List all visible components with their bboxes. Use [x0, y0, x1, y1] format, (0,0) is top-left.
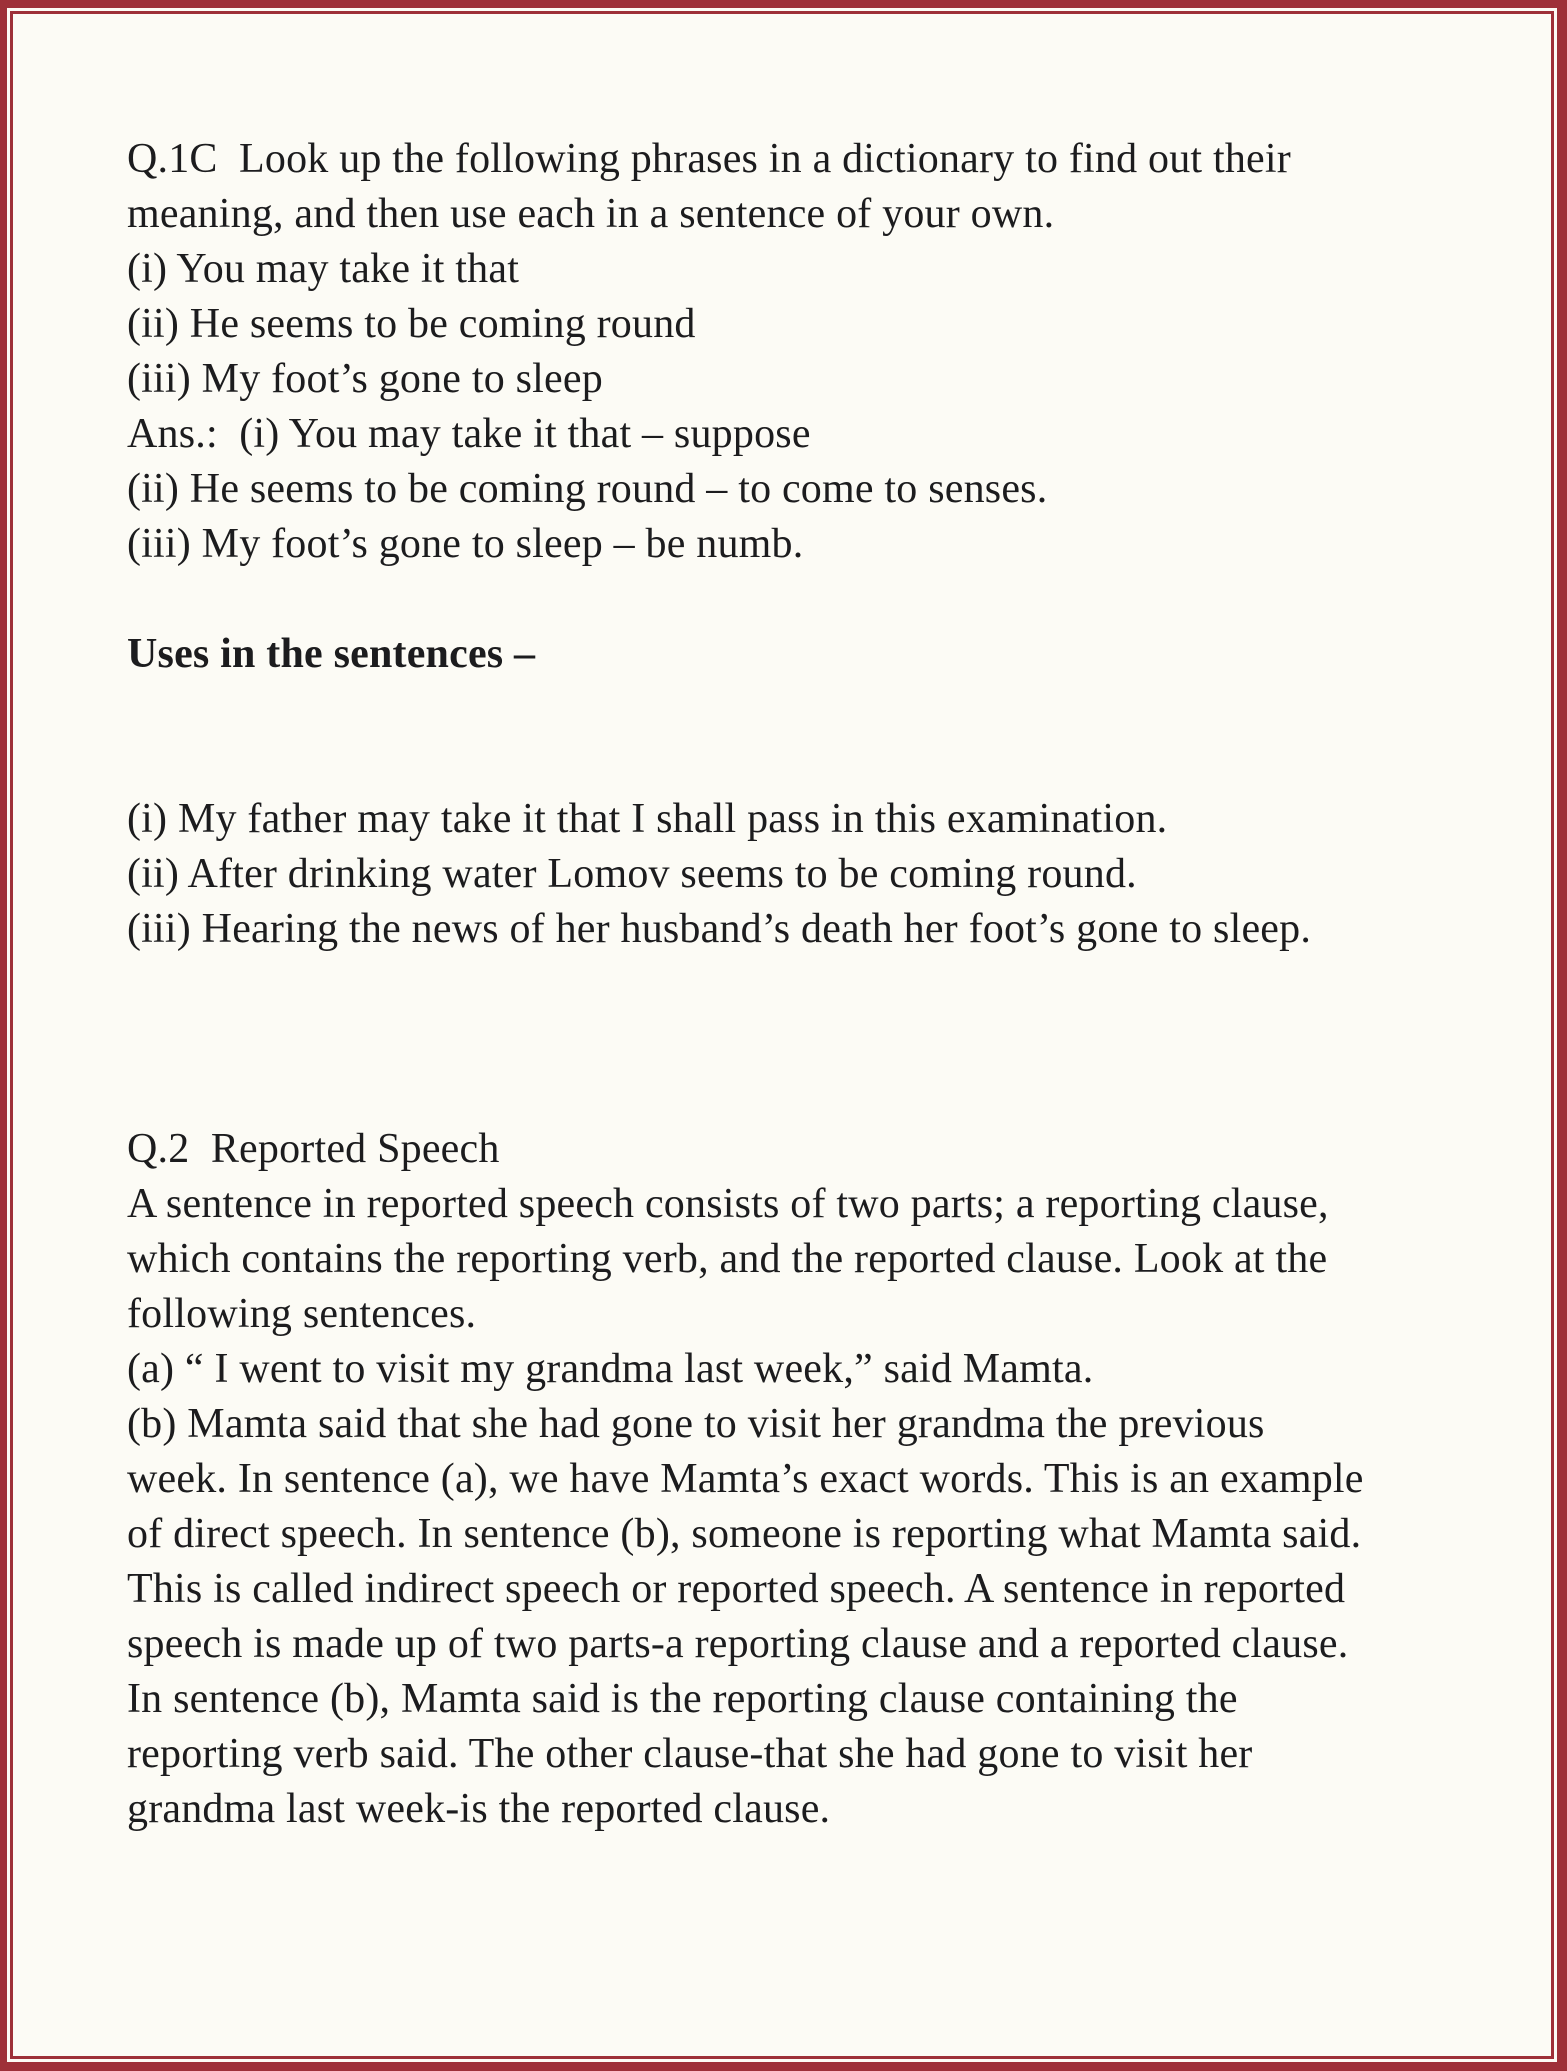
text-line: meaning, and then use each in a sentence of your own.: [127, 191, 1055, 237]
text-line: reporting verb said. The other clause-that she had gone to visit her: [127, 1731, 1253, 1777]
text-line: of direct speech. In sentence (b), someone is reporting what Mamta said.: [127, 1511, 1362, 1557]
text-line: (a) “ I went to visit my grandma last week,” said Mamta.: [127, 1346, 1094, 1392]
text-line: (ii) He seems to be coming round: [127, 301, 696, 347]
exercise-q1c: [127, 132, 1527, 572]
text-line: (i) You may take it that: [127, 246, 520, 292]
text-line: (iii) My foot’s gone to sleep – be numb.: [127, 521, 804, 567]
text-line: In sentence (b), Mamta said is the reporting clause containing the: [127, 1676, 1238, 1722]
text-line: week. In sentence (a), we have Mamta’s exact words. This is an example: [127, 1456, 1364, 1502]
text-line: Q.2 Reported Speech: [127, 1126, 500, 1172]
text-line: Q.1C Look up the following phrases in a dictionary to find out their: [127, 136, 1291, 182]
text-line: Ans.: (i) You may take it that – suppose: [127, 411, 811, 457]
text-line: grandma last week-is the reported clause.: [127, 1786, 831, 1832]
text-line: speech is made up of two parts-a reporting clause and a reported clause.: [127, 1621, 1349, 1667]
text-line: (ii) After drinking water Lomov seems to be coming round.: [127, 851, 1137, 897]
text-line: which contains the reporting verb, and the reported clause. Look at the: [127, 1236, 1328, 1282]
text-line: (iii) Hearing the news of her husband’s death her foot’s gone to sleep.: [127, 906, 1312, 952]
text-line: following sentences.: [127, 1291, 477, 1337]
text-line: (ii) He seems to be coming round – to come to senses.: [127, 466, 1048, 512]
text-line: (i) My father may take it that I shall pass in this examination.: [127, 796, 1168, 842]
exercise-q2-reported-speech: [127, 1122, 1527, 1837]
uses-section-heading: [127, 627, 1527, 682]
document-page: [7, 8, 1557, 2062]
page-content: [7, 8, 1557, 1837]
text-line: (b) Mamta said that she had gone to visit her grandma the previous: [127, 1401, 1265, 1447]
uses-sentences: [127, 792, 1527, 957]
text-line: This is called indirect speech or reported speech. A sentence in reported: [127, 1566, 1346, 1612]
section-heading-text: Uses in the sentences –: [127, 631, 536, 677]
text-line: (iii) My foot’s gone to sleep: [127, 356, 603, 402]
text-line: A sentence in reported speech consists of two parts; a reporting clause,: [127, 1181, 1329, 1227]
